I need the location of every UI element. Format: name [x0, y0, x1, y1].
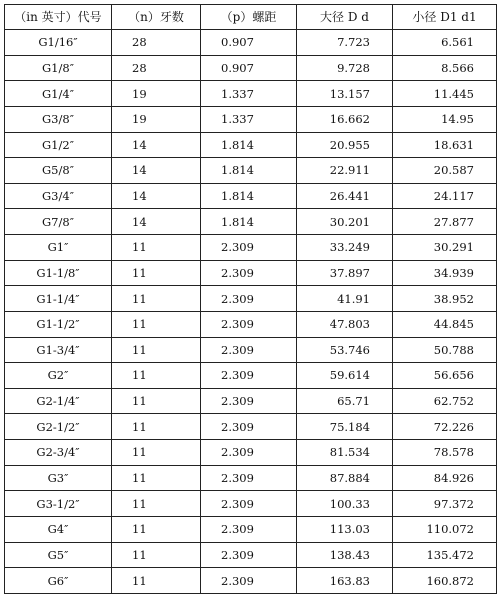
- cell-major-diameter: 138.43: [297, 542, 393, 568]
- table-row: [5, 235, 497, 261]
- cell-minor-diameter: 18.631: [393, 132, 497, 158]
- header-pitch: （p）螺距: [201, 5, 297, 30]
- header-row: [5, 5, 497, 30]
- table-row: [5, 30, 497, 56]
- cell-code: G1-1/8″: [5, 260, 112, 286]
- cell-code: G5/8″: [5, 158, 112, 184]
- cell-threads: 19: [112, 106, 201, 132]
- cell-minor-diameter: 84.926: [393, 465, 497, 491]
- thread-spec-table: [4, 4, 497, 594]
- cell-code: G2-3/4″: [5, 440, 112, 466]
- header-minor-diameter: 小径 D1 d1: [393, 5, 497, 30]
- cell-pitch: 2.309: [201, 388, 297, 414]
- table-row: [5, 363, 497, 389]
- table-row: [5, 414, 497, 440]
- table-row: [5, 542, 497, 568]
- cell-major-diameter: 7.723: [297, 30, 393, 56]
- cell-code: G5″: [5, 542, 112, 568]
- table-row: [5, 158, 497, 184]
- cell-pitch: 1.814: [201, 158, 297, 184]
- cell-pitch: 0.907: [201, 30, 297, 56]
- table-row: [5, 311, 497, 337]
- cell-minor-diameter: 110.072: [393, 516, 497, 542]
- header-threads: （n）牙数: [112, 5, 201, 30]
- cell-code: G1-1/2″: [5, 311, 112, 337]
- cell-pitch: 1.337: [201, 81, 297, 107]
- cell-threads: 11: [112, 568, 201, 594]
- cell-threads: 11: [112, 286, 201, 312]
- cell-threads: 11: [112, 311, 201, 337]
- cell-threads: 11: [112, 363, 201, 389]
- table-row: [5, 209, 497, 235]
- cell-threads: 11: [112, 337, 201, 363]
- cell-major-diameter: 30.201: [297, 209, 393, 235]
- cell-code: G3-1/2″: [5, 491, 112, 517]
- cell-pitch: 2.309: [201, 260, 297, 286]
- cell-minor-diameter: 27.877: [393, 209, 497, 235]
- cell-minor-diameter: 30.291: [393, 235, 497, 261]
- cell-major-diameter: 65.71: [297, 388, 393, 414]
- cell-code: G2″: [5, 363, 112, 389]
- cell-code: G4″: [5, 516, 112, 542]
- cell-major-diameter: 47.803: [297, 311, 393, 337]
- cell-major-diameter: 81.534: [297, 440, 393, 466]
- table-row: [5, 106, 497, 132]
- header-code: （in 英寸）代号: [5, 5, 112, 30]
- cell-pitch: 1.337: [201, 106, 297, 132]
- cell-pitch: 2.309: [201, 568, 297, 594]
- cell-pitch: 2.309: [201, 414, 297, 440]
- table-row: [5, 440, 497, 466]
- cell-code: G1/16″: [5, 30, 112, 56]
- cell-code: G1/8″: [5, 55, 112, 81]
- cell-major-diameter: 37.897: [297, 260, 393, 286]
- cell-threads: 11: [112, 414, 201, 440]
- table-row: [5, 132, 497, 158]
- table-row: [5, 286, 497, 312]
- cell-minor-diameter: 38.952: [393, 286, 497, 312]
- table-row: [5, 260, 497, 286]
- cell-major-diameter: 59.614: [297, 363, 393, 389]
- cell-minor-diameter: 6.561: [393, 30, 497, 56]
- cell-minor-diameter: 20.587: [393, 158, 497, 184]
- cell-pitch: 2.309: [201, 311, 297, 337]
- cell-code: G7/8″: [5, 209, 112, 235]
- cell-code: G3/4″: [5, 183, 112, 209]
- table-row: [5, 337, 497, 363]
- table-row: [5, 568, 497, 594]
- cell-pitch: 2.309: [201, 337, 297, 363]
- table-header: [5, 5, 497, 30]
- cell-major-diameter: 13.157: [297, 81, 393, 107]
- table-row: [5, 388, 497, 414]
- cell-threads: 19: [112, 81, 201, 107]
- cell-code: G6″: [5, 568, 112, 594]
- cell-threads: 14: [112, 132, 201, 158]
- cell-threads: 28: [112, 30, 201, 56]
- cell-pitch: 1.814: [201, 183, 297, 209]
- cell-code: G1/2″: [5, 132, 112, 158]
- table-row: [5, 491, 497, 517]
- cell-threads: 11: [112, 388, 201, 414]
- table-row: [5, 516, 497, 542]
- cell-threads: 11: [112, 542, 201, 568]
- cell-major-diameter: 16.662: [297, 106, 393, 132]
- cell-pitch: 2.309: [201, 542, 297, 568]
- cell-code: G2-1/4″: [5, 388, 112, 414]
- cell-threads: 14: [112, 158, 201, 184]
- table-row: [5, 81, 497, 107]
- cell-code: G1″: [5, 235, 112, 261]
- cell-major-diameter: 33.249: [297, 235, 393, 261]
- cell-code: G2-1/2″: [5, 414, 112, 440]
- cell-pitch: 2.309: [201, 491, 297, 517]
- cell-threads: 11: [112, 516, 201, 542]
- cell-threads: 14: [112, 209, 201, 235]
- cell-major-diameter: 100.33: [297, 491, 393, 517]
- cell-major-diameter: 9.728: [297, 55, 393, 81]
- cell-threads: 28: [112, 55, 201, 81]
- table-row: [5, 55, 497, 81]
- cell-minor-diameter: 34.939: [393, 260, 497, 286]
- cell-code: G1/4″: [5, 81, 112, 107]
- cell-threads: 11: [112, 235, 201, 261]
- cell-major-diameter: 75.184: [297, 414, 393, 440]
- cell-threads: 11: [112, 465, 201, 491]
- cell-minor-diameter: 24.117: [393, 183, 497, 209]
- cell-code: G3″: [5, 465, 112, 491]
- cell-minor-diameter: 50.788: [393, 337, 497, 363]
- cell-major-diameter: 53.746: [297, 337, 393, 363]
- cell-code: G3/8″: [5, 106, 112, 132]
- cell-threads: 11: [112, 260, 201, 286]
- cell-pitch: 1.814: [201, 209, 297, 235]
- cell-pitch: 2.309: [201, 516, 297, 542]
- cell-major-diameter: 22.911: [297, 158, 393, 184]
- cell-minor-diameter: 44.845: [393, 311, 497, 337]
- cell-minor-diameter: 62.752: [393, 388, 497, 414]
- cell-major-diameter: 20.955: [297, 132, 393, 158]
- cell-minor-diameter: 72.226: [393, 414, 497, 440]
- cell-major-diameter: 41.91: [297, 286, 393, 312]
- cell-code: G1-3/4″: [5, 337, 112, 363]
- cell-code: G1-1/4″: [5, 286, 112, 312]
- cell-major-diameter: 163.83: [297, 568, 393, 594]
- cell-minor-diameter: 14.95: [393, 106, 497, 132]
- cell-pitch: 0.907: [201, 55, 297, 81]
- cell-threads: 11: [112, 491, 201, 517]
- cell-minor-diameter: 56.656: [393, 363, 497, 389]
- cell-pitch: 2.309: [201, 363, 297, 389]
- table-row: [5, 183, 497, 209]
- cell-minor-diameter: 160.872: [393, 568, 497, 594]
- cell-minor-diameter: 11.445: [393, 81, 497, 107]
- cell-pitch: 2.309: [201, 286, 297, 312]
- cell-major-diameter: 113.03: [297, 516, 393, 542]
- cell-minor-diameter: 97.372: [393, 491, 497, 517]
- cell-minor-diameter: 8.566: [393, 55, 497, 81]
- cell-pitch: 2.309: [201, 235, 297, 261]
- header-major-diameter: 大径 D d: [297, 5, 393, 30]
- cell-pitch: 2.309: [201, 440, 297, 466]
- cell-pitch: 2.309: [201, 465, 297, 491]
- cell-pitch: 1.814: [201, 132, 297, 158]
- cell-threads: 14: [112, 183, 201, 209]
- cell-major-diameter: 87.884: [297, 465, 393, 491]
- table-row: [5, 465, 497, 491]
- cell-threads: 11: [112, 440, 201, 466]
- cell-minor-diameter: 135.472: [393, 542, 497, 568]
- cell-minor-diameter: 78.578: [393, 440, 497, 466]
- table-body: [5, 30, 497, 594]
- cell-major-diameter: 26.441: [297, 183, 393, 209]
